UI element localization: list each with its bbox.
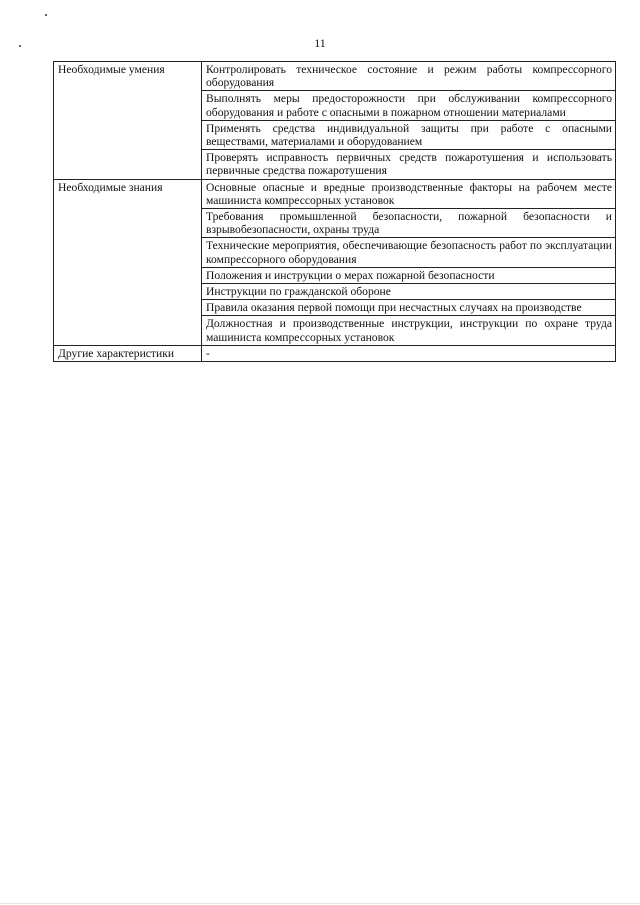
row-value: Положения и инструкции о мерах пожарной безопасности bbox=[202, 267, 616, 283]
row-value: Контролировать техническое состояние и режим работы компрессорного оборудования bbox=[202, 62, 616, 91]
table-row bbox=[54, 316, 616, 345]
table-row bbox=[54, 120, 616, 149]
row-label-continued bbox=[54, 91, 202, 120]
row-label-continued bbox=[54, 209, 202, 238]
page-number: 11 bbox=[314, 36, 326, 50]
characteristics-table bbox=[53, 61, 616, 362]
table-row bbox=[54, 91, 616, 120]
row-value: - bbox=[202, 345, 616, 361]
row-value: Проверять исправность первичных средств пожаротушения и использовать первичные средства пожаротушения bbox=[202, 150, 616, 179]
row-label-continued bbox=[54, 316, 202, 345]
table-row bbox=[54, 238, 616, 267]
row-value: Требования промышленной безопасности, пожарной безопасности и взрывобезопасности, охраны труда bbox=[202, 209, 616, 238]
row-label: Необходимые умения bbox=[54, 62, 202, 91]
row-value: Технические мероприятия, обеспечивающие безопасность работ по эксплуатации компрессорного оборудования bbox=[202, 238, 616, 267]
row-label-continued bbox=[54, 238, 202, 267]
scan-speck bbox=[45, 14, 47, 16]
row-label-continued bbox=[54, 267, 202, 283]
row-value: Применять средства индивидуальной защиты при работе с опасными веществами, материалами и оборудованием bbox=[202, 120, 616, 149]
row-label-continued bbox=[54, 300, 202, 316]
table-row bbox=[54, 345, 616, 361]
table-row bbox=[54, 284, 616, 300]
table-row bbox=[54, 179, 616, 208]
scan-bottom-edge bbox=[0, 903, 640, 904]
row-label: Другие характеристики bbox=[54, 345, 202, 361]
table-row bbox=[54, 209, 616, 238]
table-row bbox=[54, 267, 616, 283]
row-value: Правила оказания первой помощи при несчастных случаях на производстве bbox=[202, 300, 616, 316]
row-value: Должностная и производственные инструкции, инструкции по охране труда машиниста компрессорных установок bbox=[202, 316, 616, 345]
table-row bbox=[54, 300, 616, 316]
table-row bbox=[54, 150, 616, 179]
row-value: Основные опасные и вредные производственные факторы на рабочем месте машиниста компрессорных установок bbox=[202, 179, 616, 208]
row-label-continued bbox=[54, 284, 202, 300]
characteristics-table-body bbox=[54, 62, 616, 362]
row-label-continued bbox=[54, 120, 202, 149]
row-value: Выполнять меры предосторожности при обслуживании компрессорного оборудования и работе с опасными в пожарном отношении материалами bbox=[202, 91, 616, 120]
row-value: Инструкции по гражданской обороне bbox=[202, 284, 616, 300]
table-row bbox=[54, 62, 616, 91]
row-label: Необходимые знания bbox=[54, 179, 202, 208]
row-label-continued bbox=[54, 150, 202, 179]
